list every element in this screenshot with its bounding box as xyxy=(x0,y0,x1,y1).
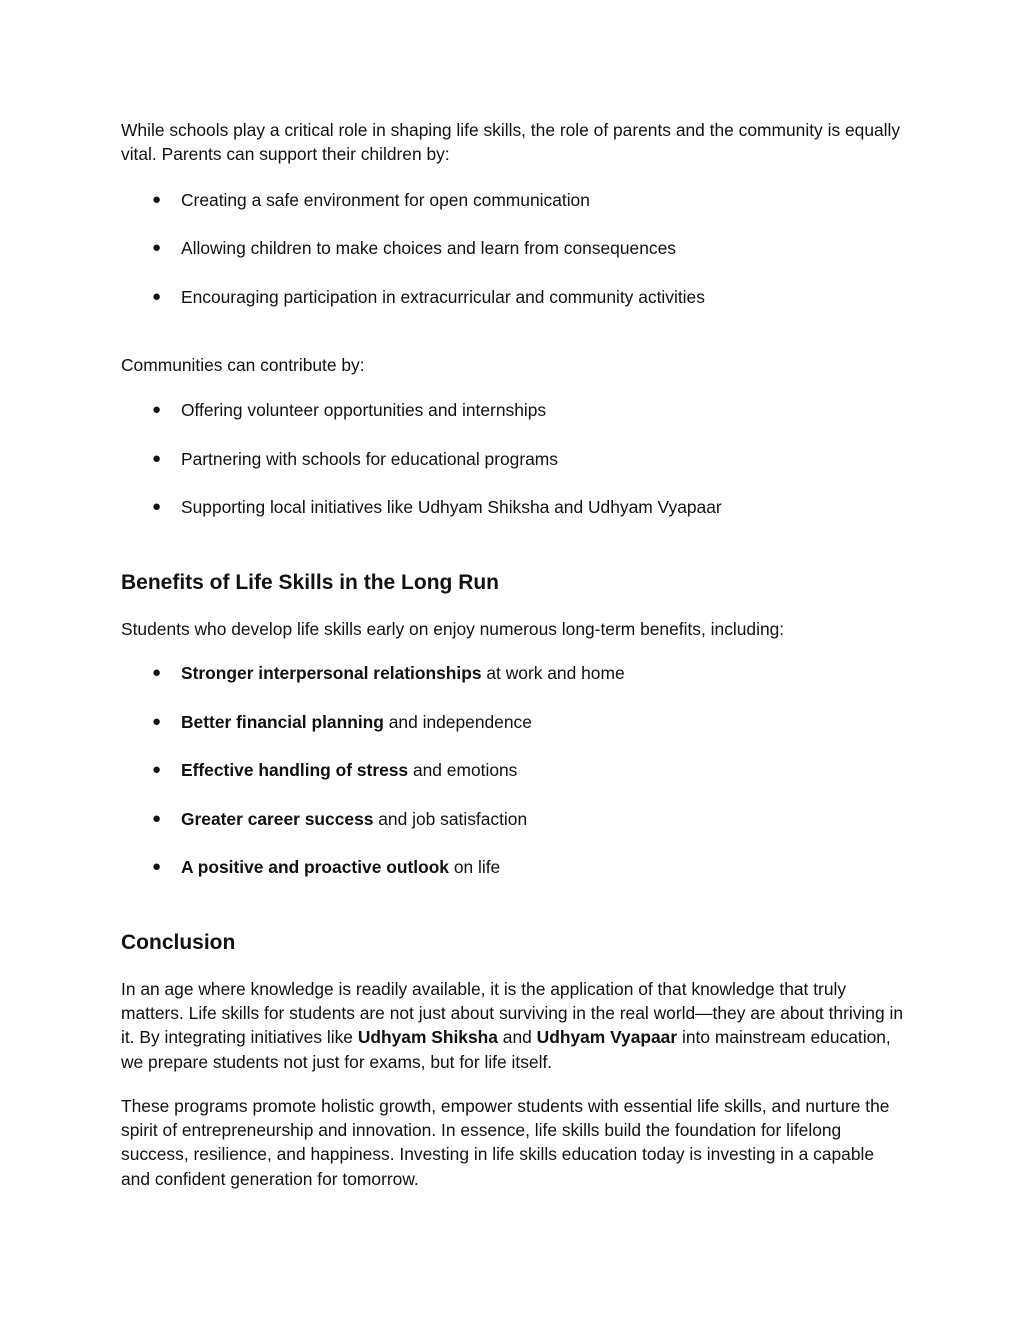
list-item: ● Allowing children to make choices and learn from consequences xyxy=(121,236,907,260)
list-item: ● Offering volunteer opportunities and internships xyxy=(121,398,907,422)
list-item: ● Encouraging participation in extracurricular and community activities xyxy=(121,285,907,309)
benefits-list xyxy=(121,661,907,880)
benefits-intro-paragraph: Students who develop life skills early on enjoy numerous long-term benefits, including: xyxy=(121,618,785,639)
parents-list xyxy=(121,188,907,310)
conclusion-heading: Conclusion xyxy=(121,930,236,954)
bullet-icon: ● xyxy=(152,449,162,467)
conclusion-paragraph-2: These programs promote holistic growth, empower students with essential life skills, and nurture the spirit of entrepreneurship and innovation. In essence, life skills build the foundation for lifelong success, resilience, and happiness. Investing in life skills education today is investing in a capable and confident generation for tomorrow. xyxy=(121,1095,890,1189)
bullet-icon: ● xyxy=(152,761,162,779)
benefits-heading: Benefits of Life Skills in the Long Run xyxy=(121,570,500,594)
bullet-icon: ● xyxy=(152,498,162,516)
bullet-icon: ● xyxy=(152,288,162,306)
list-item: ● Better financial planning and independence xyxy=(121,710,907,734)
communities-list xyxy=(121,398,907,520)
bullet-icon: ● xyxy=(152,858,162,876)
bullet-icon: ● xyxy=(152,809,162,827)
parents-intro-paragraph: While schools play a critical role in shaping life skills, the role of parents and the community is equally vital. Parents can support their children by: xyxy=(121,120,901,165)
list-item: ● Creating a safe environment for open communication xyxy=(121,188,907,212)
list-item: ● Partnering with schools for educational programs xyxy=(121,447,907,471)
list-item: ● A positive and proactive outlook on life xyxy=(121,855,907,879)
bullet-icon: ● xyxy=(152,190,162,208)
bullet-icon: ● xyxy=(152,663,162,681)
list-item: ● Effective handling of stress and emotions xyxy=(121,758,907,782)
list-item: ● Greater career success and job satisfaction xyxy=(121,807,907,831)
list-item: ● Stronger interpersonal relationships at work and home xyxy=(121,661,907,685)
document-page xyxy=(121,118,907,1191)
bullet-icon: ● xyxy=(152,400,162,418)
list-item: ● Supporting local initiatives like Udhyam Shiksha and Udhyam Vyapaar xyxy=(121,495,907,519)
bullet-icon: ● xyxy=(152,712,162,730)
bullet-icon: ● xyxy=(152,239,162,257)
conclusion-paragraph-1: In an age where knowledge is readily available, it is the application of that knowledge that truly matters. Life skills for students are not just about surviving in the real world—they are about thriving in it. By integrating initiatives like Udhyam Shiksha and Udhyam Vyapaar into mainstream education, we prepare students not just for exams, but for life itself. xyxy=(121,978,903,1072)
communities-intro-paragraph: Communities can contribute by: xyxy=(121,355,365,376)
